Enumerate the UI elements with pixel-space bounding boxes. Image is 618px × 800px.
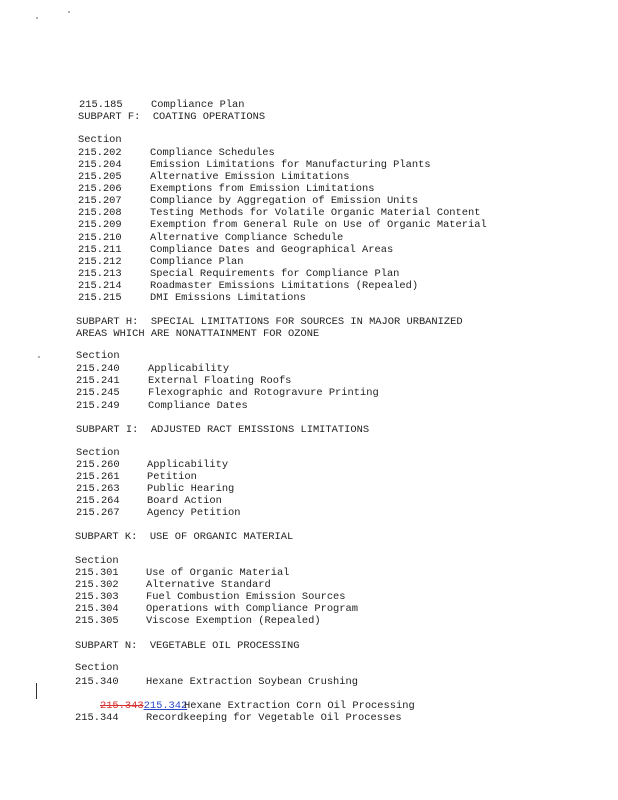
change-bar — [36, 683, 37, 699]
subpart-heading-continued: AREAS WHICH ARE NONATTAINMENT FOR OZONE — [76, 328, 320, 340]
section-number: 215.205 — [78, 171, 122, 184]
scan-speck — [68, 11, 70, 13]
section-number: 215.208 — [78, 207, 122, 220]
section-title: Alternative Standard — [146, 579, 271, 591]
section-number: 215.261 — [76, 471, 120, 484]
subpart-heading: SUBPART N: VEGETABLE OIL PROCESSING — [75, 640, 300, 652]
section-number: 215.204 — [78, 159, 122, 172]
section-number: 215.185 — [79, 99, 123, 111]
subpart-heading: SUBPART H: SPECIAL LIMITATIONS FOR SOURCES IN MAJOR URBANIZED — [76, 316, 463, 328]
section-title: Testing Methods for Volatile Organic Material Content — [150, 207, 481, 220]
section-title: Applicability — [148, 363, 230, 375]
inserted-section-number: 215.342 — [143, 700, 188, 712]
section-title: DMI Emissions Limitations — [150, 291, 306, 304]
section-title: Exemption from General Rule on Use of Organic Material — [150, 219, 487, 232]
section-number: 215.264 — [76, 495, 120, 508]
section-number: 215.344 — [75, 712, 119, 724]
subpart-heading: SUBPART F: COATING OPERATIONS — [78, 111, 266, 123]
subpart-heading: SUBPART K: USE OF ORGANIC MATERIAL — [75, 531, 294, 543]
section-number: 215.206 — [78, 183, 122, 196]
section-number: 215.211 — [78, 243, 122, 256]
section-title: Board Action — [147, 495, 222, 508]
section-number: 215.207 — [78, 195, 122, 208]
section-number: 215.303 — [75, 591, 119, 603]
section-label: Section — [75, 555, 119, 567]
section-title: Compliance by Aggregation of Emission Units — [150, 195, 419, 208]
section-title: Hexane Extraction Corn Oil Processing — [184, 700, 415, 712]
section-title: Compliance Dates — [148, 399, 248, 412]
section-label: Section — [76, 350, 120, 362]
section-number: 215.260 — [76, 459, 120, 471]
section-title: Exemptions from Emission Limitations — [150, 183, 375, 196]
section-number: 215.301 — [75, 567, 119, 579]
section-title: Use of Organic Material — [146, 567, 290, 579]
section-title: Applicability — [147, 459, 229, 471]
section-title: Compliance Plan — [151, 99, 245, 111]
section-number: 215.304 — [75, 603, 119, 615]
section-title: Viscose Exemption (Repealed) — [146, 615, 321, 627]
subpart-heading: SUBPART I: ADJUSTED RACT EMISSIONS LIMITATIONS — [76, 424, 370, 436]
section-title: External Floating Roofs — [148, 375, 292, 388]
section-number: 215.202 — [78, 147, 122, 159]
section-title: Alternative Compliance Schedule — [150, 231, 344, 244]
section-title: Hexane Extraction Soybean Crushing — [146, 676, 359, 688]
section-label: Section — [78, 134, 122, 146]
section-number: 215.302 — [75, 579, 119, 591]
section-number: 215.249 — [76, 399, 120, 412]
section-title: Alternative Emission Limitations — [150, 171, 350, 184]
section-title: Recordkeeping for Vegetable Oil Processes — [146, 712, 402, 724]
section-title: Operations with Compliance Program — [146, 603, 359, 615]
section-number: 215.340 — [75, 676, 119, 688]
section-number: 215.240 — [76, 363, 120, 375]
section-number: 215.263 — [76, 483, 120, 496]
section-number: 215.267 — [76, 507, 120, 520]
section-label: Section — [76, 447, 120, 459]
section-number: 215.212 — [78, 255, 122, 268]
section-number: 215.213 — [78, 267, 122, 280]
section-title: Compliance Dates and Geographical Areas — [150, 243, 394, 256]
section-title: Agency Petition — [147, 507, 241, 520]
scan-speck — [38, 356, 40, 358]
section-title: Public Hearing — [147, 483, 235, 496]
section-title: Roadmaster Emissions Limitations (Repealed) — [150, 279, 419, 292]
section-title: Emission Limitations for Manufacturing Plants — [150, 159, 431, 172]
section-title: Flexographic and Rotogravure Printing — [148, 387, 379, 400]
section-label: Section — [75, 662, 119, 674]
section-title: Compliance Plan — [150, 255, 244, 268]
section-number: 215.241 — [76, 375, 120, 388]
section-number: 215.305 — [75, 615, 119, 627]
section-title: Special Requirements for Compliance Plan — [150, 267, 400, 280]
section-number: 215.214 — [78, 279, 122, 292]
section-title: Fuel Combustion Emission Sources — [146, 591, 346, 603]
section-number: 215.209 — [78, 219, 122, 232]
scan-speck — [36, 17, 38, 19]
deleted-section-number: 215.343 — [99, 700, 144, 712]
section-title: Compliance Schedules — [150, 147, 275, 159]
section-title: Petition — [147, 471, 197, 484]
section-number: 215.245 — [76, 387, 120, 400]
section-number: 215.215 — [78, 291, 122, 304]
section-number: 215.210 — [78, 231, 122, 244]
